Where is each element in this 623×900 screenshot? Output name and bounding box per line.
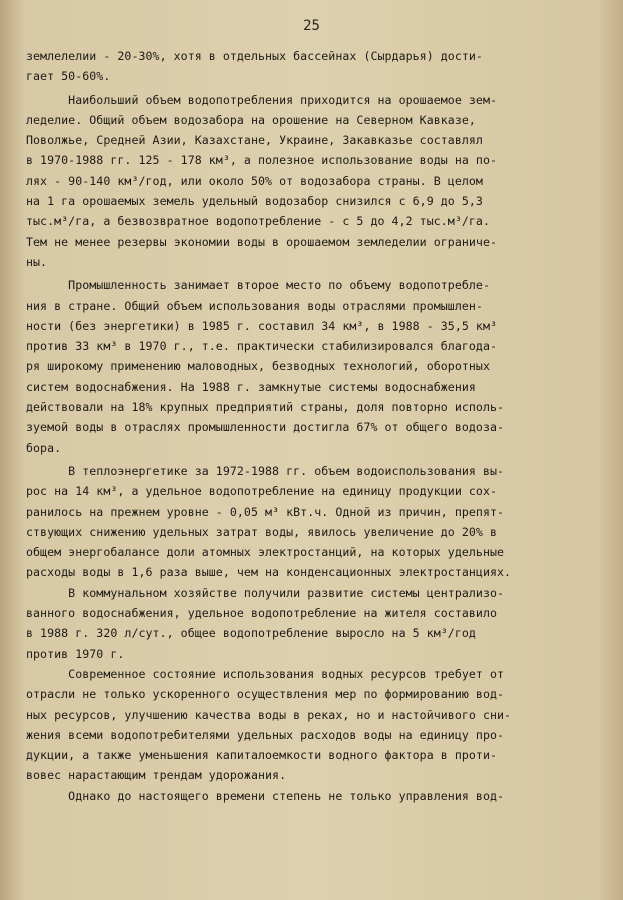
text-line: в 1988 г. 320 л/сут., общее водопотребление выросло на 5 км³/год: [26, 626, 476, 641]
text-line: Поволжье, Средней Азии, Казахстане, Украине, Закавказье составлял: [26, 133, 483, 148]
text-line: ря широкому применению маловодных, безводных технологий, оборотных: [26, 359, 490, 374]
body-text: [26, 46, 598, 806]
text-line: действовали на 18% крупных предприятий страны, доля повторно исполь-: [26, 400, 505, 415]
text-line: тыс.м³/га, а безвозвратное водопотребление - с 5 до 4,2 тыс.м³/га.: [26, 214, 490, 229]
text-line: ранилось на прежнем уровне - 0,05 м³ кВт.ч. Одной из причин, препят-: [26, 504, 505, 519]
text-line: расходы воды в 1,6 раза выше, чем на конденсационных электростанциях.: [26, 565, 512, 580]
page-number: 25: [303, 18, 320, 34]
text-line: Однако до настоящего времени степень не только управления вод-: [26, 788, 505, 803]
text-line: бора.: [26, 440, 62, 455]
text-line: отрасли не только ускоренного осуществления мер по формированию вод-: [26, 687, 505, 702]
text-line: землелелии - 20-30%, хотя в отдельных бассейнах (Сырдарья) дости-: [26, 49, 483, 63]
text-line: Тем не менее резервы экономии воды в орошаемом земледелии ограниче-: [26, 234, 498, 249]
text-line: Наибольший объем водопотребления приходится на орошаемое зем-: [26, 92, 498, 107]
text-line: жения всеми водопотребителями удельных расходов воды на единицу про-: [26, 727, 505, 742]
text-line: ванного водоснабжения, удельное водопотребление на жителя составило: [26, 606, 498, 621]
text-line: леделие. Общий объем водозабора на орошение на Северном Кавказе,: [26, 112, 476, 127]
text-line: дукции, а также уменьшения капиталоемкости водного фактора в проти-: [26, 748, 498, 763]
text-line: лях - 90-140 км³/год, или около 50% от водозабора страны. В целом: [26, 173, 483, 188]
text-line: ствующих снижению удельных затрат воды, явилось увеличение до 20% в: [26, 524, 498, 539]
text-line: В коммунальном хозяйстве получили развитие системы централизо-: [26, 585, 505, 600]
text-line: рос на 14 км³, а удельное водопотребление на единицу продукции сох-: [26, 484, 498, 499]
text-line: Промышленность занимает второе место по объему водопотребле-: [26, 278, 490, 293]
text-line: против 1970 г.: [26, 646, 125, 661]
text-line: на 1 га орошаемых земель удельный водозабор снизился с 6,9 до 5,3: [26, 194, 483, 209]
text-line: в 1970-1988 гг. 125 - 178 км³, а полезное использование воды на по-: [26, 153, 498, 168]
text-line: систем водоснабжения. На 1988 г. замкнутые системы водоснабжения: [26, 379, 476, 394]
text-line: против 33 км³ в 1970 г., т.е. практически стабилизировался благода-: [26, 339, 498, 354]
text-line: зуемой воды в отраслях промышленности достигла 67% от общего водоза-: [26, 420, 505, 435]
text-line: ния в стране. Общий объем использования воды отраслями промышлен-: [26, 298, 483, 313]
text-line: гает 50-60%.: [26, 69, 111, 84]
text-line: ны.: [26, 254, 48, 269]
text-line: вовес нарастающим трендам удорожания.: [26, 768, 287, 783]
text-line: В теплоэнергетике за 1972-1988 гг. объем водоиспользования вы-: [26, 463, 505, 478]
text-line: ных ресурсов, улучшению качества воды в реках, но и настойчивого сни-: [26, 707, 512, 722]
text-line: Современное состояние использования водных ресурсов требует от: [26, 666, 505, 681]
text-line: ности (без энергетики) в 1985 г. составил 34 км³, в 1988 - 35,5 км³: [26, 318, 498, 333]
text-line: общем энергобалансе доли атомных электростанций, на которых удельные: [26, 545, 505, 560]
